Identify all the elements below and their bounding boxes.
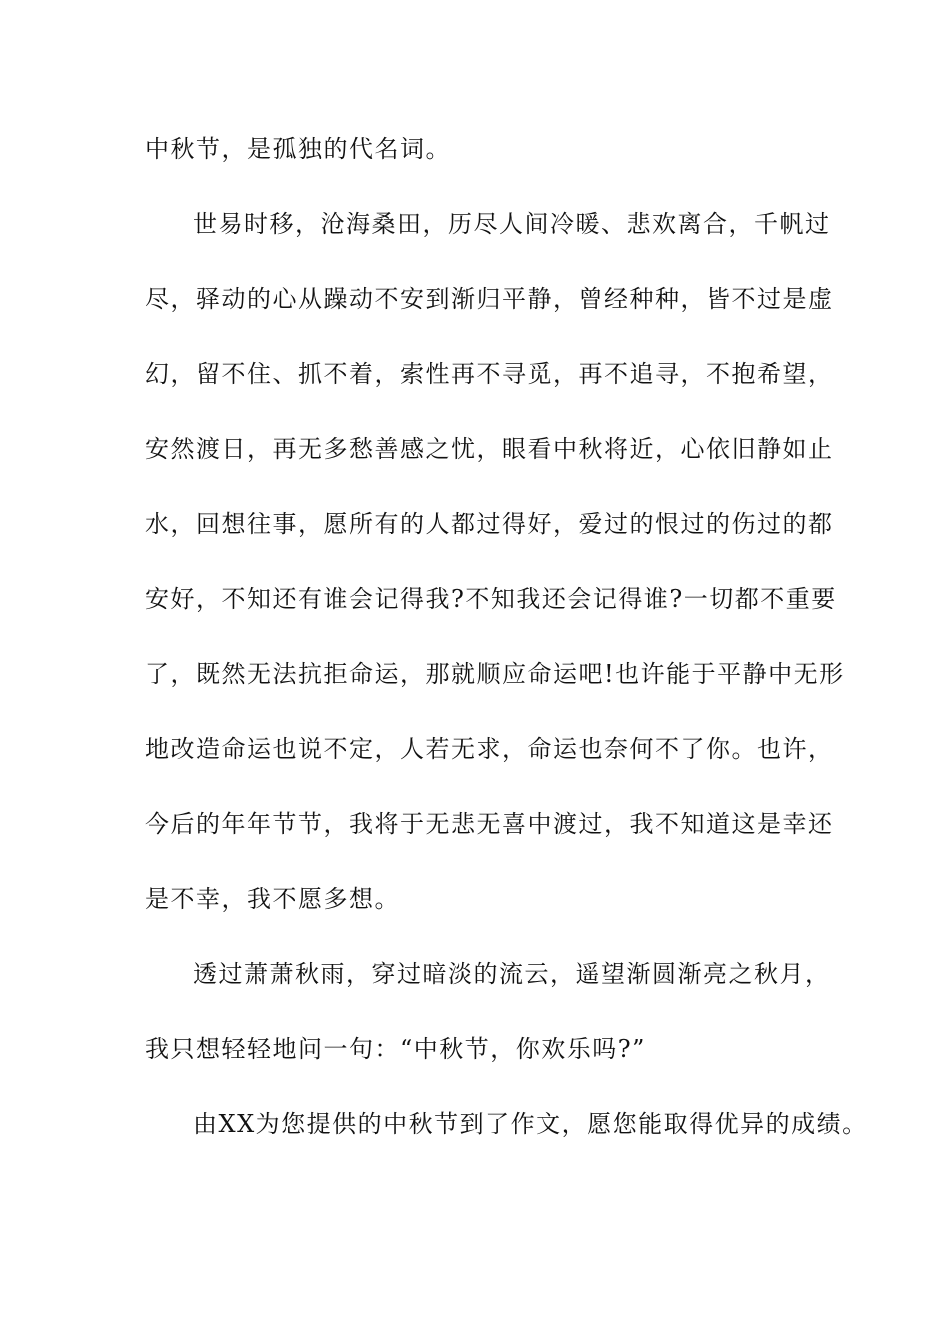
text-line-10: 今后的年年节节，我将于无悲无喜中渡过，我不知道这是幸还 xyxy=(145,810,834,838)
text-line-7: 安好，不知还有谁会记得我?不知我还会记得谁?一切都不重要 xyxy=(145,585,837,613)
text-line-5: 安然渡日，再无多愁善感之忧，眼看中秋将近，心依旧静如止 xyxy=(145,435,834,463)
text-line-1: 中秋节，是孤独的代名词。 xyxy=(145,135,451,163)
text-line-2: 世易时移，沧海桑田，历尽人间冷暖、悲欢离合，千帆过 xyxy=(193,210,831,238)
text-line-6: 水，回想往事，愿所有的人都过得好，爱过的恨过的伤过的都 xyxy=(145,510,834,538)
text-line-12: 透过萧萧秋雨，穿过暗淡的流云，遥望渐圆渐亮之秋月， xyxy=(193,960,831,988)
text-line-11: 是不幸，我不愿多想。 xyxy=(145,885,400,913)
text-line-4: 幻，留不住、抓不着，索性再不寻觅，再不追寻，不抱希望， xyxy=(145,360,834,388)
text-line-9: 地改造命运也说不定，人若无求，命运也奈何不了你。也许， xyxy=(145,735,834,763)
text-line-13: 我只想轻轻地问一句：“中秋节，你欢乐吗?” xyxy=(145,1035,646,1063)
text-line-8: 了，既然无法抗拒命运，那就顺应命运吧!也许能于平静中无形 xyxy=(145,660,845,688)
text-line-3: 尽，驿动的心从躁动不安到渐归平静，曾经种种，皆不过是虚 xyxy=(145,285,834,313)
text-line-14: 由XX为您提供的中秋节到了作文，愿您能取得优异的成绩。 xyxy=(193,1110,868,1138)
